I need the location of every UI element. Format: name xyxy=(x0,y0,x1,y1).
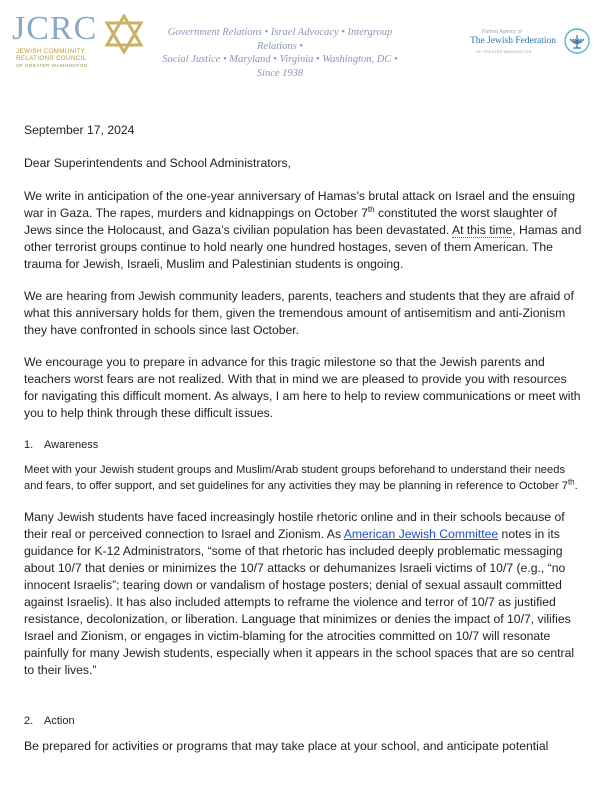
letter-body xyxy=(24,122,584,770)
awareness-guidance: Meet with your Jewish student groups and Muslim/Arab student groups beforehand to understand their needs and fears, to offer support, and set guidelines for any activities they may be planning in reference to October 7th. xyxy=(24,464,578,492)
paragraph-ajc-quote: Many Jewish students have faced increasingly hostile rhetoric online and in their schools because of their real or perceived connection to Israel and Zionism. As American Jewish Committee notes in its guidance for K-12 Administrators, “some of that rhetoric has included deeply problematic messaging about 10/7 that denies or minimizes the 10/7 attacks or dehumanizes Israeli victims of 10/7 (e.g., “no innocent Israelis”; tearing down or vandalism of hostage posters; denial of sexual assault committed against Israelis). It has also included attempts to reframe the violence and terror of 10/7 as justified resistance, decolonization, or liberation. Language that minimizes or denies the impact of 10/7, vilifies Israel and Zionism, or engages in victim-blaming for the atrocities committed on 10/7 will resonate painfully for many Jewish students, especially when it appears in the school spaces that are so central to their lives.” xyxy=(24,510,575,677)
logo-subtitle: JEWISH COMMUNITY RELATIONS COUNCIL OF GREATER WASHINGTON xyxy=(16,48,88,69)
ajc-link[interactable]: American Jewish Committee xyxy=(343,527,499,541)
federation-name: The Jewish Federation xyxy=(470,36,557,46)
action-text: Be prepared for activities or programs that may take place at your school, and anticipate potential xyxy=(24,739,549,753)
letter-date: September 17, 2024 xyxy=(24,123,135,137)
salutation: Dear Superintendents and School Administrators, xyxy=(24,156,291,170)
federation-subtitle: OF GREATER WASHINGTON xyxy=(476,50,532,54)
section-heading-action: 2. Action xyxy=(24,715,75,727)
paragraph-3: We encourage you to prepare in advance for this tragic milestone so that the Jewish parents and teachers worst fears are not realized. With that in mind we are pleased to provide you with resources for navigating this difficult moment. As always, I am here to help to review communications or meet with you to help think through these difficult issues. xyxy=(24,355,581,420)
partner-label: Partner Agency of xyxy=(482,29,522,35)
letterhead-tagline: Government Relations • Israel Advocacy • Intergroup Relations • Social Justice • Maryland • Virginia • Washington, DC • Since 1938 xyxy=(162,27,398,79)
logo-wordmark: JCRC xyxy=(12,10,98,47)
menorah-icon xyxy=(564,28,590,54)
at-this-time-text: At this time xyxy=(451,223,513,237)
paragraph-1: We write in anticipation of the one-year anniversary of Hamas’s brutal attack on Israel and the ensuing war in Gaza. The rapes, murders and kidnappings on October 7th constituted the worst slaughter of Jews since the Holocaust, and Gaza’s civilian population has been devastated. At this time, Hamas and other terrorist groups continue to hold nearly one hundred hostages, seven of them American. The trauma for Jewish, Israeli, Muslim and Palestinian students is ongoing. xyxy=(24,189,582,271)
paragraph-2: We are hearing from Jewish community leaders, parents, teachers and students that they are afraid of what this anniversary holds for them, given the tremendous amount of antisemitism and anti-Zionism they have confronted in schools since last October. xyxy=(24,289,574,337)
jcrc-logo xyxy=(12,12,142,76)
federation-logo xyxy=(470,26,595,66)
section-heading-awareness: 1. Awareness xyxy=(24,439,99,451)
letterhead xyxy=(0,0,600,80)
